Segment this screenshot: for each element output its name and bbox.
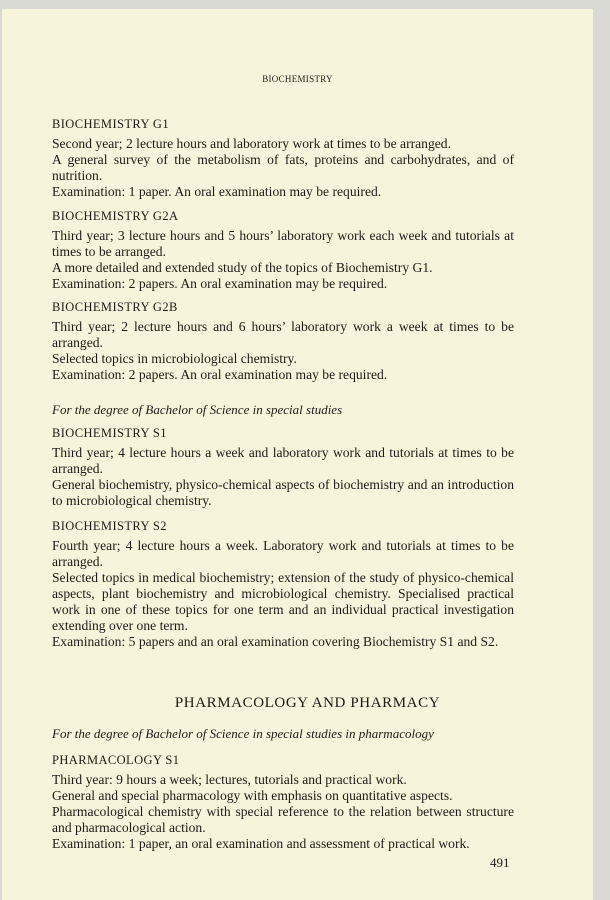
course-line: Selected topics in medical biochemistry; extension of the study of physico-chemical aspects, plant biochemistry and microbiological chemistry. Specialised practical work in one of these topics for one term and an individual practical investigation extending over one term. [52, 570, 514, 633]
course-line: Selected topics in microbiological chemistry. [52, 351, 297, 366]
document-page [2, 9, 593, 900]
course-line: Examination: 2 papers. An oral examination may be required. [52, 367, 388, 382]
course-line: A general survey of the metabolism of fats, proteins and carbohydrates, and of nutrition. [52, 152, 514, 183]
course-line: A more detailed and extended study of the topics of Biochemistry G1. [52, 260, 433, 275]
degree-subhead-pharmacology: For the degree of Bachelor of Science in special studies in pharmacology [52, 726, 434, 741]
course-biochemistry-s1 [52, 425, 514, 509]
course-line: Examination: 1 paper. An oral examination may be required. [52, 184, 382, 199]
section-title: PHARMACOLOGY AND PHARMACY [174, 695, 441, 711]
course-pharmacology-s1 [52, 752, 514, 852]
running-head: BIOCHEMISTRY [262, 74, 333, 84]
course-heading: PHARMACOLOGY S1 [52, 753, 180, 767]
course-heading: BIOCHEMISTRY G2B [52, 300, 178, 314]
course-line: Third year; 2 lecture hours and 6 hours’ laboratory work a week at times to be arranged. [52, 319, 514, 350]
course-heading: BIOCHEMISTRY S2 [52, 519, 167, 533]
course-line: Third year; 3 lecture hours and 5 hours’ laboratory work each week and tutorials at times to be arranged. [52, 228, 514, 259]
course-line: Examination: 1 paper, an oral examination and assessment of practical work. [52, 836, 470, 851]
course-line: Examination: 5 papers and an oral examination covering Biochemistry S1 and S2. [52, 634, 499, 649]
course-line: Second year; 2 lecture hours and laboratory work at times to be arranged. [52, 136, 451, 151]
course-line: Pharmacological chemistry with special reference to the relation between structure and pharmacological action. [52, 804, 514, 835]
course-heading: BIOCHEMISTRY G1 [52, 117, 170, 131]
course-biochemistry-g2b [52, 299, 514, 383]
course-biochemistry-s2 [52, 518, 514, 650]
course-line: Third year: 9 hours a week; lectures, tutorials and practical work. [52, 772, 407, 787]
course-heading: BIOCHEMISTRY S1 [52, 426, 167, 440]
course-line: General and special pharmacology with emphasis on quantitative aspects. [52, 788, 453, 803]
course-line: General biochemistry, physico-chemical aspects of biochemistry and an introduction to microbiological chemistry. [52, 477, 514, 508]
course-line: Third year; 4 lecture hours a week and laboratory work and tutorials at times to be arranged. [52, 445, 514, 476]
course-line: Examination: 2 papers. An oral examination may be required. [52, 276, 388, 291]
course-line: Fourth year; 4 lecture hours a week. Laboratory work and tutorials at times to be arranged. [52, 538, 514, 569]
degree-subhead: For the degree of Bachelor of Science in special studies [52, 402, 343, 417]
course-biochemistry-g1 [52, 116, 514, 200]
course-biochemistry-g2a [52, 208, 514, 292]
page-number: 491 [490, 855, 510, 870]
course-heading: BIOCHEMISTRY G2A [52, 209, 179, 223]
